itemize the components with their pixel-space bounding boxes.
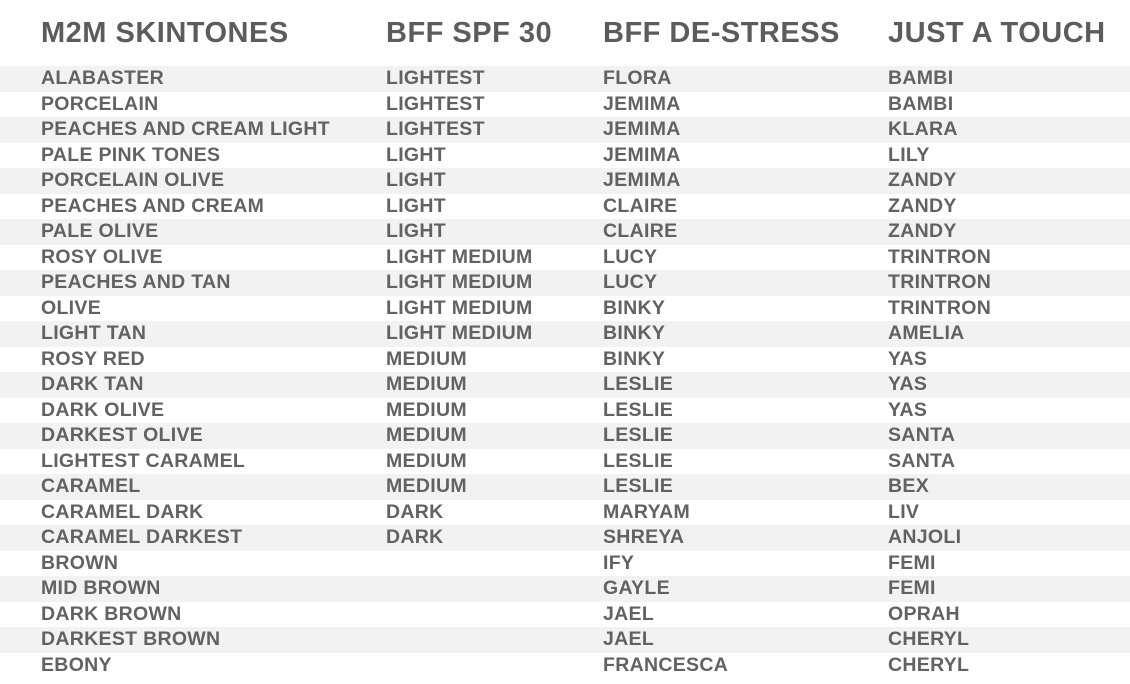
table-cell: JEMIMA xyxy=(603,169,681,191)
table-cell: OPRAH xyxy=(888,602,960,625)
table-cell: MEDIUM xyxy=(386,398,467,421)
table-cell: YAS xyxy=(888,347,928,370)
table-cell: LESLIE xyxy=(603,398,674,421)
table-cell: SANTA xyxy=(888,449,956,472)
table-cell: MID BROWN xyxy=(41,577,161,599)
table-cell: TRINTRON xyxy=(888,271,992,293)
table-row xyxy=(0,653,1130,679)
table-row xyxy=(0,245,1130,271)
table-cell: IFY xyxy=(603,551,635,574)
table-cell: BAMBI xyxy=(888,67,954,89)
table-row xyxy=(0,449,1130,475)
table-cell: PEACHES AND CREAM xyxy=(41,194,265,217)
table-cell: LIGHT TAN xyxy=(41,322,147,344)
table-cell: LESLIE xyxy=(603,373,674,395)
table-cell: LILY xyxy=(888,143,930,166)
table-cell: CHERYL xyxy=(888,628,970,650)
table-cell: DARK BROWN xyxy=(41,602,182,625)
table-cell: LUCY xyxy=(603,245,658,268)
table-row xyxy=(0,117,1130,143)
table-cell: JEMIMA xyxy=(603,92,681,115)
table-header xyxy=(0,0,1130,66)
table-cell: CLAIRE xyxy=(603,220,678,242)
table-cell: DARK OLIVE xyxy=(41,398,165,421)
header-bff-spf-30: BFF SPF 30 xyxy=(386,17,553,49)
table-cell: MEDIUM xyxy=(386,373,467,395)
table-cell: YAS xyxy=(888,398,928,421)
table-cell: EBONY xyxy=(41,653,112,676)
table-cell: LIGHT MEDIUM xyxy=(386,271,533,293)
table-cell: JAEL xyxy=(603,628,655,650)
table-cell: OLIVE xyxy=(41,296,102,319)
table-cell: LESLIE xyxy=(603,424,674,446)
table-cell: AMELIA xyxy=(888,322,965,344)
table-cell: LIGHT xyxy=(386,143,446,166)
table-cell: JEMIMA xyxy=(603,118,681,140)
table-row xyxy=(0,296,1130,322)
table-row xyxy=(0,347,1130,373)
table-row xyxy=(0,576,1130,602)
table-row xyxy=(0,270,1130,296)
table-cell: ALABASTER xyxy=(41,67,164,89)
table-cell: BINKY xyxy=(603,347,666,370)
table-cell: PEACHES AND TAN xyxy=(41,271,231,293)
table-cell: YAS xyxy=(888,373,928,395)
table-cell: MEDIUM xyxy=(386,347,467,370)
table-cell: FLORA xyxy=(603,67,672,89)
table-cell: LUCY xyxy=(603,271,658,293)
table-cell: LIGHT xyxy=(386,169,446,191)
table-cell: MEDIUM xyxy=(386,424,467,446)
table-cell: ROSY RED xyxy=(41,347,145,370)
table-cell: PALE PINK TONES xyxy=(41,143,221,166)
table-cell: CARAMEL DARKEST xyxy=(41,526,243,548)
table-cell: LIGHT MEDIUM xyxy=(386,296,533,319)
table-cell: ANJOLI xyxy=(888,526,962,548)
table-body xyxy=(0,66,1130,678)
table-cell: PORCELAIN OLIVE xyxy=(41,169,225,191)
table-cell: LIV xyxy=(888,500,920,523)
header-m2m-skintones: M2M SKINTONES xyxy=(41,17,289,49)
table-cell: SANTA xyxy=(888,424,956,446)
table-cell: CLAIRE xyxy=(603,194,678,217)
table-cell: GAYLE xyxy=(603,577,670,599)
table-row xyxy=(0,602,1130,628)
table-cell: JEMIMA xyxy=(603,143,681,166)
table-cell: LIGHT MEDIUM xyxy=(386,245,533,268)
table-cell: ROSY OLIVE xyxy=(41,245,163,268)
table-cell: FRANCESCA xyxy=(603,653,729,676)
table-cell: BAMBI xyxy=(888,92,954,115)
table-row xyxy=(0,143,1130,169)
table-cell: DARKEST BROWN xyxy=(41,628,221,650)
table-row xyxy=(0,321,1130,347)
table-cell: LIGHT xyxy=(386,220,446,242)
table-cell: DARK TAN xyxy=(41,373,144,395)
table-cell: LIGHTEST xyxy=(386,118,485,140)
table-row xyxy=(0,372,1130,398)
table-row xyxy=(0,398,1130,424)
table-cell: BINKY xyxy=(603,322,666,344)
table-row xyxy=(0,627,1130,653)
table-row xyxy=(0,474,1130,500)
table-cell: FEMI xyxy=(888,577,936,599)
table-cell: DARK xyxy=(386,526,444,548)
table-cell: FEMI xyxy=(888,551,936,574)
table-cell: PALE OLIVE xyxy=(41,220,159,242)
table-cell: LIGHTEST CARAMEL xyxy=(41,449,246,472)
table-cell: LIGHT xyxy=(386,194,446,217)
table-row xyxy=(0,551,1130,577)
table-cell: DARK xyxy=(386,500,444,523)
table-row xyxy=(0,525,1130,551)
table-cell: SHREYA xyxy=(603,526,685,548)
table-cell: BINKY xyxy=(603,296,666,319)
table-cell: ZANDY xyxy=(888,220,957,242)
table-cell: KLARA xyxy=(888,118,958,140)
table-cell: DARKEST OLIVE xyxy=(41,424,204,446)
table-cell: BROWN xyxy=(41,551,119,574)
table-row xyxy=(0,66,1130,92)
table-cell: PEACHES AND CREAM LIGHT xyxy=(41,118,330,140)
table-cell: LESLIE xyxy=(603,449,674,472)
table-cell: CARAMEL DARK xyxy=(41,500,204,523)
table-cell: MEDIUM xyxy=(386,475,467,497)
table-cell: ZANDY xyxy=(888,194,957,217)
table-cell: BEX xyxy=(888,475,929,497)
table-cell: TRINTRON xyxy=(888,296,992,319)
table-cell: TRINTRON xyxy=(888,245,992,268)
table-cell: LIGHT MEDIUM xyxy=(386,322,533,344)
table-cell: CARAMEL xyxy=(41,475,141,497)
table-cell: JAEL xyxy=(603,602,655,625)
table-cell: LESLIE xyxy=(603,475,674,497)
table-cell: MARYAM xyxy=(603,500,691,523)
table-row xyxy=(0,423,1130,449)
header-bff-de-stress: BFF DE-STRESS xyxy=(603,17,840,49)
table-row xyxy=(0,168,1130,194)
table-cell: LIGHTEST xyxy=(386,92,485,115)
table-row xyxy=(0,500,1130,526)
table-cell: CHERYL xyxy=(888,653,970,676)
table-row xyxy=(0,219,1130,245)
table-cell: ZANDY xyxy=(888,169,957,191)
table-row xyxy=(0,194,1130,220)
table-row xyxy=(0,92,1130,118)
table-cell: PORCELAIN xyxy=(41,92,159,115)
table-cell: LIGHTEST xyxy=(386,67,485,89)
table-cell: MEDIUM xyxy=(386,449,467,472)
header-just-a-touch: JUST A TOUCH xyxy=(888,17,1106,49)
